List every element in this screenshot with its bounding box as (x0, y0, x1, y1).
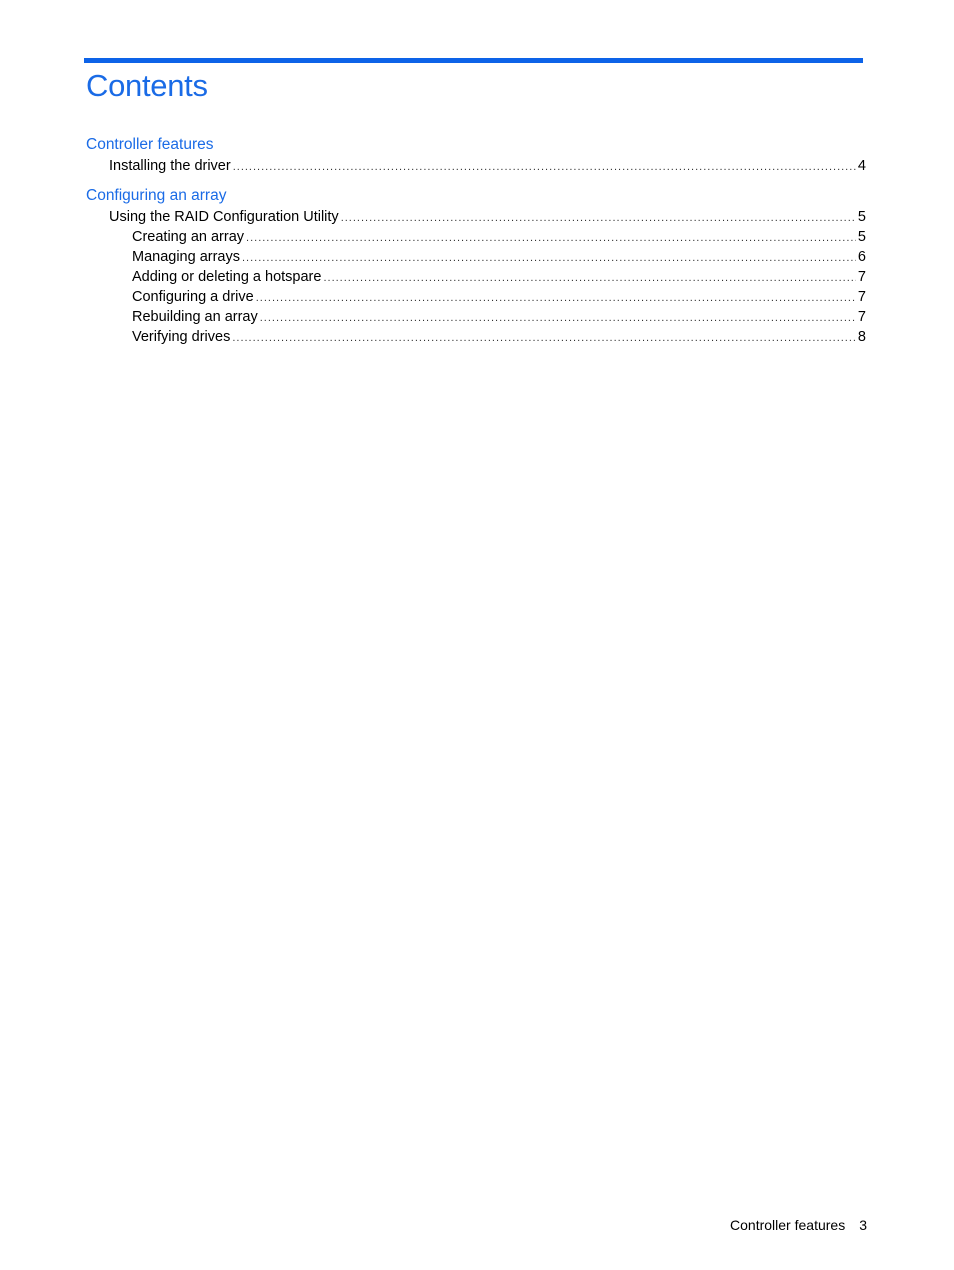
toc-entry-page: 7 (857, 289, 866, 305)
toc-entry-label: Creating an array (132, 229, 245, 245)
toc-entry-page: 8 (857, 329, 866, 345)
toc-entry-page: 5 (857, 229, 866, 245)
page-title: Contents (86, 68, 208, 103)
toc-entry-label: Configuring a drive (132, 289, 254, 305)
footer-section-title: Controller features (730, 1217, 846, 1233)
toc-entry-label: Using the RAID Configuration Utility (109, 209, 339, 225)
toc-entry-label: Adding or deleting a hotspare (132, 269, 322, 285)
footer-page-number: 3 (859, 1217, 867, 1233)
page-footer (730, 1215, 867, 1235)
toc-entry-adding-deleting-hotspare[interactable] (86, 267, 866, 287)
header-rule (84, 58, 863, 63)
toc-entry-label: Rebuilding an array (132, 309, 258, 325)
toc-section-configuring-an-array[interactable]: Configuring an array (86, 187, 227, 204)
toc-dot-leader (260, 308, 856, 328)
toc-entry-page: 6 (857, 249, 866, 265)
toc-entry-label: Installing the driver (109, 158, 231, 174)
toc-entry-page: 5 (857, 209, 866, 225)
toc-entry-managing-arrays[interactable] (86, 247, 866, 267)
toc-entry-using-raid-configuration-utility[interactable] (86, 207, 866, 227)
toc-entry-installing-the-driver[interactable] (86, 156, 866, 176)
toc-section-controller-features[interactable]: Controller features (86, 136, 214, 153)
toc-entry-creating-an-array[interactable] (86, 227, 866, 247)
table-of-contents (86, 135, 866, 347)
toc-dot-leader (233, 157, 856, 177)
toc-entry-label: Managing arrays (132, 249, 240, 265)
toc-entry-label: Verifying drives (132, 329, 231, 345)
toc-dot-leader (323, 268, 855, 288)
toc-dot-leader (232, 328, 856, 348)
toc-entry-verifying-drives[interactable] (86, 327, 866, 347)
toc-dot-leader (256, 288, 856, 308)
toc-entry-rebuilding-an-array[interactable] (86, 307, 866, 327)
toc-entry-page: 7 (857, 269, 866, 285)
toc-dot-leader (341, 208, 856, 228)
toc-dot-leader (246, 228, 856, 248)
toc-entry-page: 4 (857, 158, 866, 174)
toc-entry-configuring-a-drive[interactable] (86, 287, 866, 307)
toc-dot-leader (242, 248, 856, 268)
toc-entry-page: 7 (857, 309, 866, 325)
